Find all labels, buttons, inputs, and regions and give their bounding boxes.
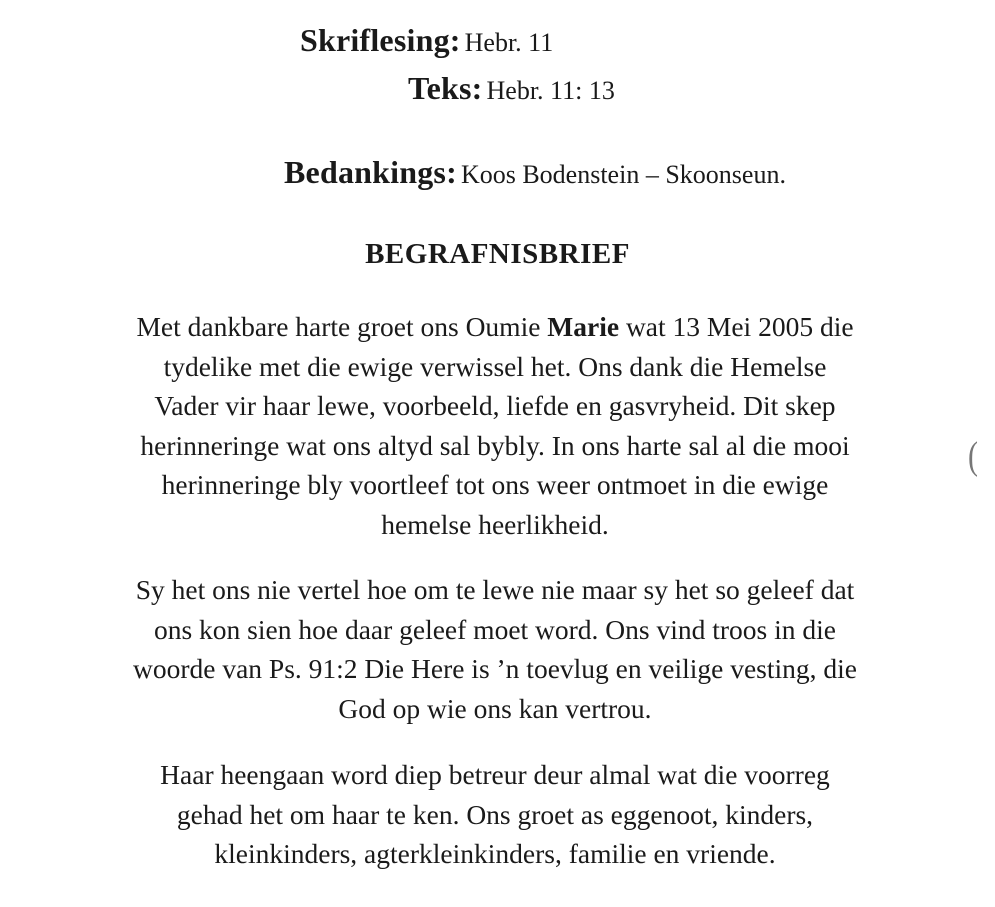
paragraph-line: God op wie ons kan vertrou. [338, 692, 652, 724]
paragraph-line: gehad het om haar te ken. Ons groet as eggenoot, kinders, [176, 798, 814, 830]
paragraph-line: Haar heengaan word diep betreur deur almal wat die voorreg [160, 759, 830, 790]
teks-value: Hebr. 11: 13 [486, 76, 615, 105]
bedankings-label: Bedankings: [284, 154, 457, 190]
paragraph-line [20, 307, 970, 347]
line-text: Met dankbare harte groet ons Oumie [136, 311, 541, 342]
paragraph-farewell [20, 307, 970, 545]
paragraph-line: herinneringe bly voortleef tot ons weer ontmoet in die ewige [161, 469, 829, 501]
paragraph-greeting [20, 755, 970, 874]
deceased-name: Marie [547, 311, 620, 342]
paragraph-line: kleinkinders, agterkleinkinders, familie en vriende. [214, 838, 776, 870]
page-title: BEGRAFNISBRIEF [365, 238, 630, 270]
paragraph-line: hemelse heerlikheid. [381, 508, 609, 540]
skriflesing-label: Skriflesing: [300, 22, 461, 58]
bedankings-row [284, 154, 786, 191]
paragraph-line: Sy het ons nie vertel hoe om te lewe nie maar sy het so geleef dat [135, 574, 855, 605]
skriflesing-value: Hebr. 11 [464, 28, 554, 57]
teks-label: Teks: [408, 70, 483, 106]
bedankings-value: Koos Bodenstein – Skoonseun. [460, 160, 786, 189]
margin-bracket-mark: ( [968, 434, 978, 478]
teks-row [408, 70, 615, 107]
paragraph-line: tydelike met die ewige verwissel het. Ons dank die Hemelse [163, 350, 827, 382]
paragraph-line: woorde van Ps. 91:2 Die Here is ’n toevlug en veilige vesting, die [132, 653, 857, 685]
paragraph-line: Vader vir haar lewe, voorbeeld, liefde en gasvryheid. Dit skep [154, 390, 836, 422]
paragraph-line: ons kon sien hoe daar geleef moet word. Ons vind troos in die [153, 613, 836, 645]
skriflesing-row [300, 22, 553, 59]
paragraph-line: herinneringe wat ons altyd sal bybly. In ons harte sal al die mooi [140, 429, 850, 461]
paragraph-example [20, 570, 970, 728]
line-text: wat 13 Mei 2005 die [625, 311, 854, 342]
